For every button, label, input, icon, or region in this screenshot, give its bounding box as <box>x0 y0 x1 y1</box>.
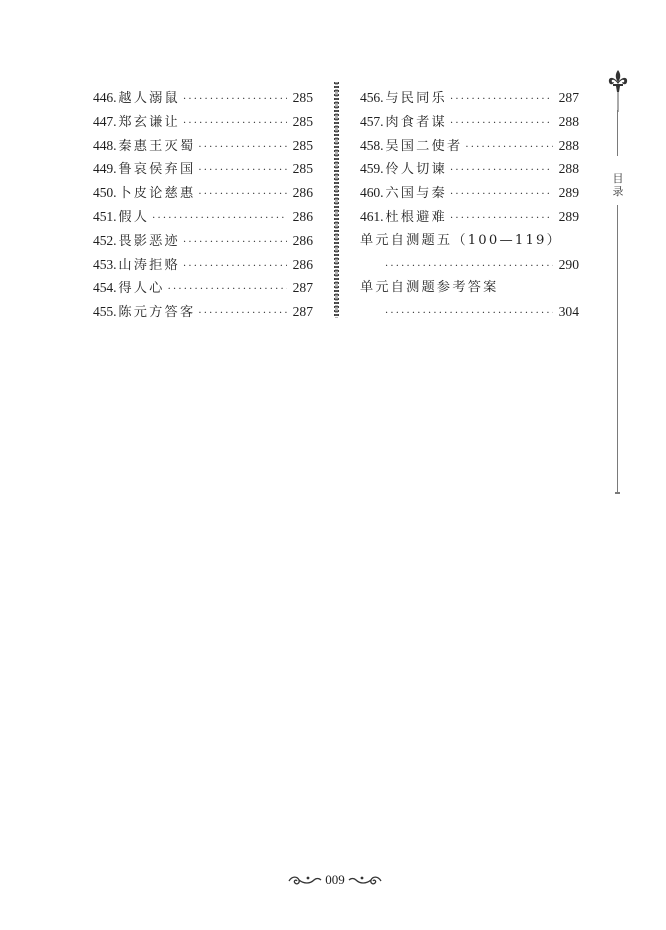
dot-leader <box>183 231 287 255</box>
entry-number: 459. <box>360 161 384 177</box>
entry-title: 秦惠王灭蜀 <box>118 138 196 154</box>
side-label-text: 目录 <box>612 172 624 198</box>
page-number: 009 <box>325 872 345 887</box>
toc-entry[interactable] <box>360 110 579 134</box>
entry-title: 越人溺鼠 <box>118 91 180 106</box>
entry-title: 假人 <box>118 209 150 225</box>
entry-number: 449. <box>93 161 117 177</box>
toc-entry[interactable] <box>360 86 579 110</box>
dot-leader <box>450 88 553 112</box>
side-rule-top <box>617 110 618 156</box>
entry-title: 与民同乐 <box>385 91 447 106</box>
entry-page: 288 <box>558 161 579 177</box>
dot-leader <box>465 136 552 160</box>
dot-leader <box>183 88 287 112</box>
toc-column-left <box>93 86 313 324</box>
toc-entry[interactable] <box>93 205 313 229</box>
fleur-de-lis-ornament-icon <box>606 68 630 112</box>
column-divider <box>334 82 339 318</box>
answers-page-row[interactable] <box>360 300 579 324</box>
entry-number: 450. <box>93 185 117 201</box>
toc-entry[interactable] <box>93 157 313 181</box>
dot-leader <box>198 183 286 207</box>
dot-leader <box>450 159 553 183</box>
entry-number: 446. <box>93 90 117 105</box>
entry-number: 453. <box>93 256 117 272</box>
dot-leader <box>450 207 553 231</box>
toc-entry[interactable] <box>93 86 313 110</box>
entry-page: 287 <box>558 90 579 105</box>
entry-title: 鲁哀侯弃国 <box>118 162 196 178</box>
entry-page: 286 <box>292 208 313 224</box>
entry-page: 285 <box>292 137 313 153</box>
entry-page: 285 <box>292 161 313 177</box>
entry-title: 肉食者谋 <box>385 114 447 130</box>
entry-number: 448. <box>93 137 117 153</box>
entry-number: 455. <box>93 304 117 320</box>
entry-page: 287 <box>292 304 313 320</box>
entry-number: 460. <box>360 185 384 201</box>
side-rule-bottom <box>617 205 618 493</box>
toc-entry[interactable] <box>93 181 313 205</box>
toc-entry[interactable] <box>93 134 313 158</box>
entry-page: 290 <box>558 256 579 272</box>
entry-number: 461. <box>360 208 384 224</box>
entry-page: 288 <box>558 137 579 153</box>
dot-leader <box>198 302 286 326</box>
dot-leader <box>198 136 286 160</box>
toc-entry[interactable] <box>360 134 579 158</box>
dot-leader <box>450 112 553 136</box>
unit-test-page-row[interactable] <box>360 253 579 277</box>
entry-page: 286 <box>292 232 313 248</box>
entry-page: 286 <box>292 256 313 272</box>
toc-entry[interactable] <box>93 276 313 300</box>
toc-entry[interactable] <box>360 157 579 181</box>
entry-number: 458. <box>360 137 384 153</box>
entry-page: 288 <box>558 113 579 129</box>
page-footer <box>283 870 387 890</box>
entry-title: 郑玄谦让 <box>118 114 180 130</box>
entry-title: 伶人切谏 <box>385 162 447 178</box>
unit-test-title[interactable]: 单元自测题五（100—119） <box>360 232 563 248</box>
dot-leader <box>183 255 287 279</box>
entry-title: 得人心 <box>118 281 165 297</box>
entry-number: 447. <box>93 113 117 129</box>
entry-title: 杜根避难 <box>385 209 447 225</box>
entry-title: 陈元方答客 <box>118 305 196 321</box>
entry-title: 六国与秦 <box>385 186 447 202</box>
dot-leader <box>385 255 553 279</box>
entry-page: 287 <box>292 280 313 296</box>
right-scroll-ornament-icon <box>348 873 382 887</box>
left-scroll-ornament-icon <box>288 873 322 887</box>
entry-number: 457. <box>360 113 384 129</box>
entry-page: 285 <box>292 90 313 105</box>
entry-number: 454. <box>93 280 117 296</box>
entry-title: 吴国二使者 <box>385 138 463 154</box>
entry-page: 285 <box>292 113 313 129</box>
toc-entry[interactable] <box>93 253 313 277</box>
dot-leader <box>168 278 287 302</box>
toc-entry[interactable] <box>93 229 313 253</box>
entry-page: 289 <box>558 185 579 201</box>
dot-leader <box>152 207 286 231</box>
dot-leader <box>385 302 553 326</box>
answers-title[interactable]: 单元自测题参考答案 <box>360 280 499 296</box>
side-section-label <box>610 172 626 198</box>
entry-number: 456. <box>360 90 384 105</box>
entry-page: 289 <box>558 208 579 224</box>
toc-entry[interactable] <box>93 300 313 324</box>
toc-entry[interactable] <box>360 181 579 205</box>
entry-page: 304 <box>558 304 579 320</box>
entry-title: 卜皮论慈惠 <box>118 186 196 202</box>
dot-leader <box>450 183 553 207</box>
toc-entry[interactable] <box>93 110 313 134</box>
entry-page: 286 <box>292 185 313 201</box>
entry-title: 畏影恶迹 <box>118 233 180 249</box>
dot-leader <box>183 112 287 136</box>
toc-entry[interactable] <box>360 205 579 229</box>
entry-number: 451. <box>93 208 117 224</box>
side-rule-end <box>615 492 620 494</box>
dot-leader <box>198 159 286 183</box>
entry-title: 山涛拒赂 <box>118 257 180 273</box>
entry-number: 452. <box>93 232 117 248</box>
toc-column-right <box>360 86 579 324</box>
